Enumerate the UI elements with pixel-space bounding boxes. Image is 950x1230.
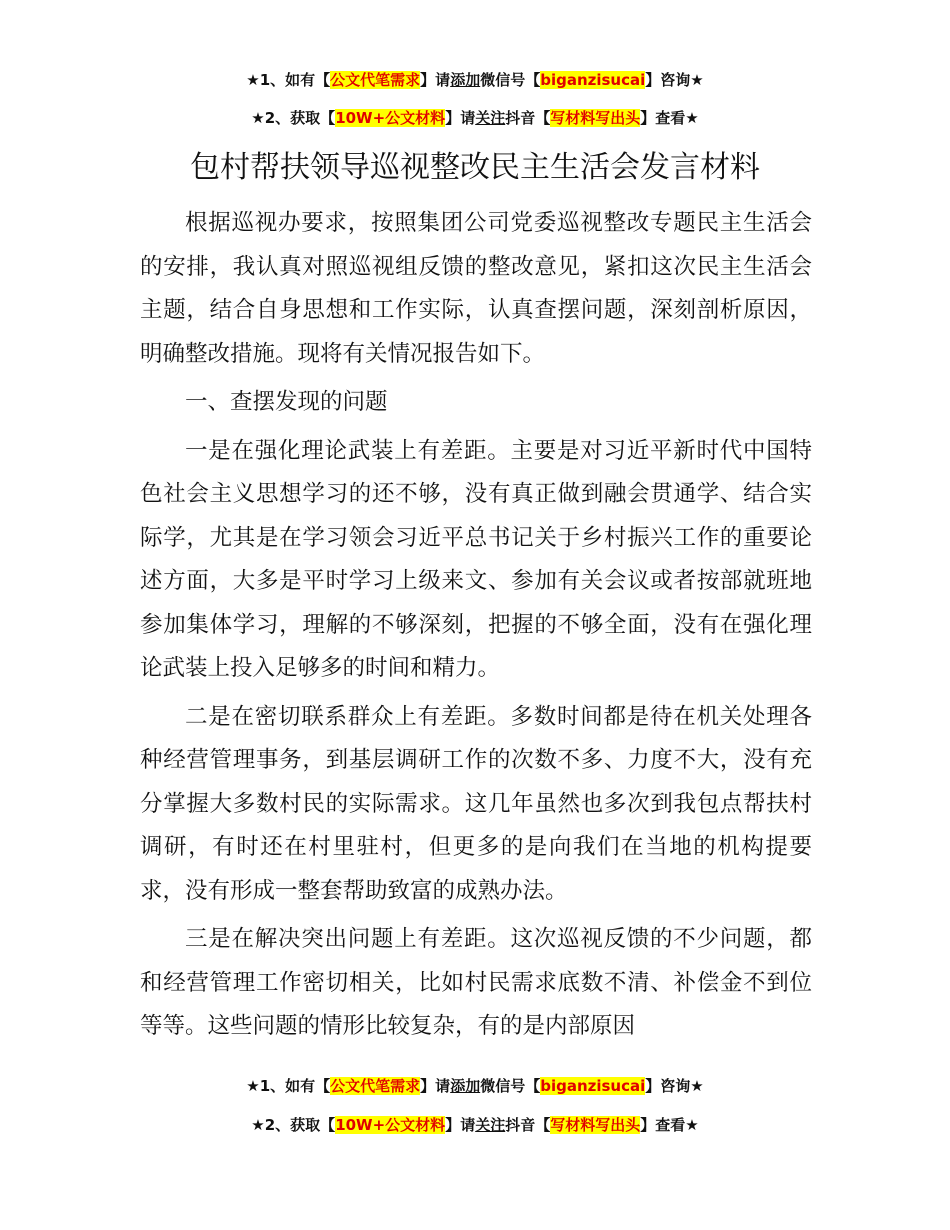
document-title: 包村帮扶领导巡视整改民主生活会发言材料: [190, 150, 760, 185]
promo-prefix: ★2、获取【: [251, 109, 336, 127]
paragraph-issue-2: 二是在密切联系群众上有差距。多数时间都是待在机关处理各种经营管理事务，到基层调研工作的次数不多、力度不大，没有充分掌握大多数村民的实际需求。这几年虽然也多次到我包点帮扶村调研，有时还在村里驻村，但更多的是向我们在当地的机构提要求，没有形成一整套帮助致富的成熟办法。: [140, 703, 812, 904]
promo-douyin-id: 写材料写出头: [550, 109, 641, 127]
promo-prefix: ★2、获取【: [251, 1116, 336, 1134]
promo-text: 微信号【: [480, 1077, 541, 1095]
promo-prefix: ★1、如有【: [246, 71, 331, 89]
promo-prefix: ★1、如有【: [246, 1077, 331, 1095]
promo-underline: 关注: [475, 1116, 506, 1134]
promo-text: 】请: [420, 1077, 451, 1095]
header-promo-line-2: [0, 107, 950, 129]
paragraph-intro: 根据巡视办要求，按照集团公司党委巡视整改专题民主生活会的安排，我认真对照巡视组反馈的整改意见，紧扣这次民主生活会主题，结合自身思想和工作实际，认真查摆问题，深刻剖析原因，明确整改措施。现将有关情况报告如下。: [140, 210, 812, 367]
promo-text: 抖音【: [505, 1116, 551, 1134]
promo-highlight: 公文代笔需求: [330, 1077, 421, 1095]
promo-text: 微信号【: [480, 71, 541, 89]
promo-highlight: 10W+公文材料: [335, 109, 446, 127]
promo-underline: 添加: [450, 71, 481, 89]
promo-underline: 关注: [475, 109, 506, 127]
promo-wechat-id: biganzisucai: [540, 71, 646, 89]
document-body: [140, 202, 812, 1054]
paragraph-issue-3: 三是在解决突出问题上有差距。这次巡视反馈的不少问题，都和经营管理工作密切相关，比如村民需求底数不清、补偿金不到位等等。这些问题的情形比较复杂，有的是内部原因: [140, 926, 812, 1039]
promo-douyin-id: 写材料写出头: [550, 1116, 641, 1134]
promo-highlight: 公文代笔需求: [330, 71, 421, 89]
promo-text: 抖音【: [505, 109, 551, 127]
promo-text: 】请: [445, 1116, 476, 1134]
promo-highlight: 10W+公文材料: [335, 1116, 446, 1134]
footer-promo-line-1: [0, 1075, 950, 1097]
promo-suffix: 】咨询★: [645, 71, 704, 89]
paragraph-issue-1: 一是在强化理论武装上有差距。主要是对习近平新时代中国特色社会主义思想学习的还不够，没有真正做到融会贯通学、结合实际学，尤其是在学习领会习近平总书记关于乡村振兴工作的重要论述方面，大多是平时学习上级来文、参加有关会议或者按部就班地参加集体学习，理解的不够深刻，把握的不够全面，没有在强化理论武装上投入足够多的时间和精力。: [140, 437, 812, 681]
promo-wechat-id: biganzisucai: [540, 1077, 646, 1095]
promo-suffix: 】查看★: [640, 109, 699, 127]
header-promo-line-1: [0, 69, 950, 91]
promo-underline: 添加: [450, 1077, 481, 1095]
promo-text: 】请: [420, 71, 451, 89]
promo-suffix: 】查看★: [640, 1116, 699, 1134]
promo-suffix: 】咨询★: [645, 1077, 704, 1095]
promo-text: 】请: [445, 109, 476, 127]
footer-promo-line-2: [0, 1114, 950, 1136]
section-heading: 一、查摆发现的问题: [185, 389, 388, 415]
